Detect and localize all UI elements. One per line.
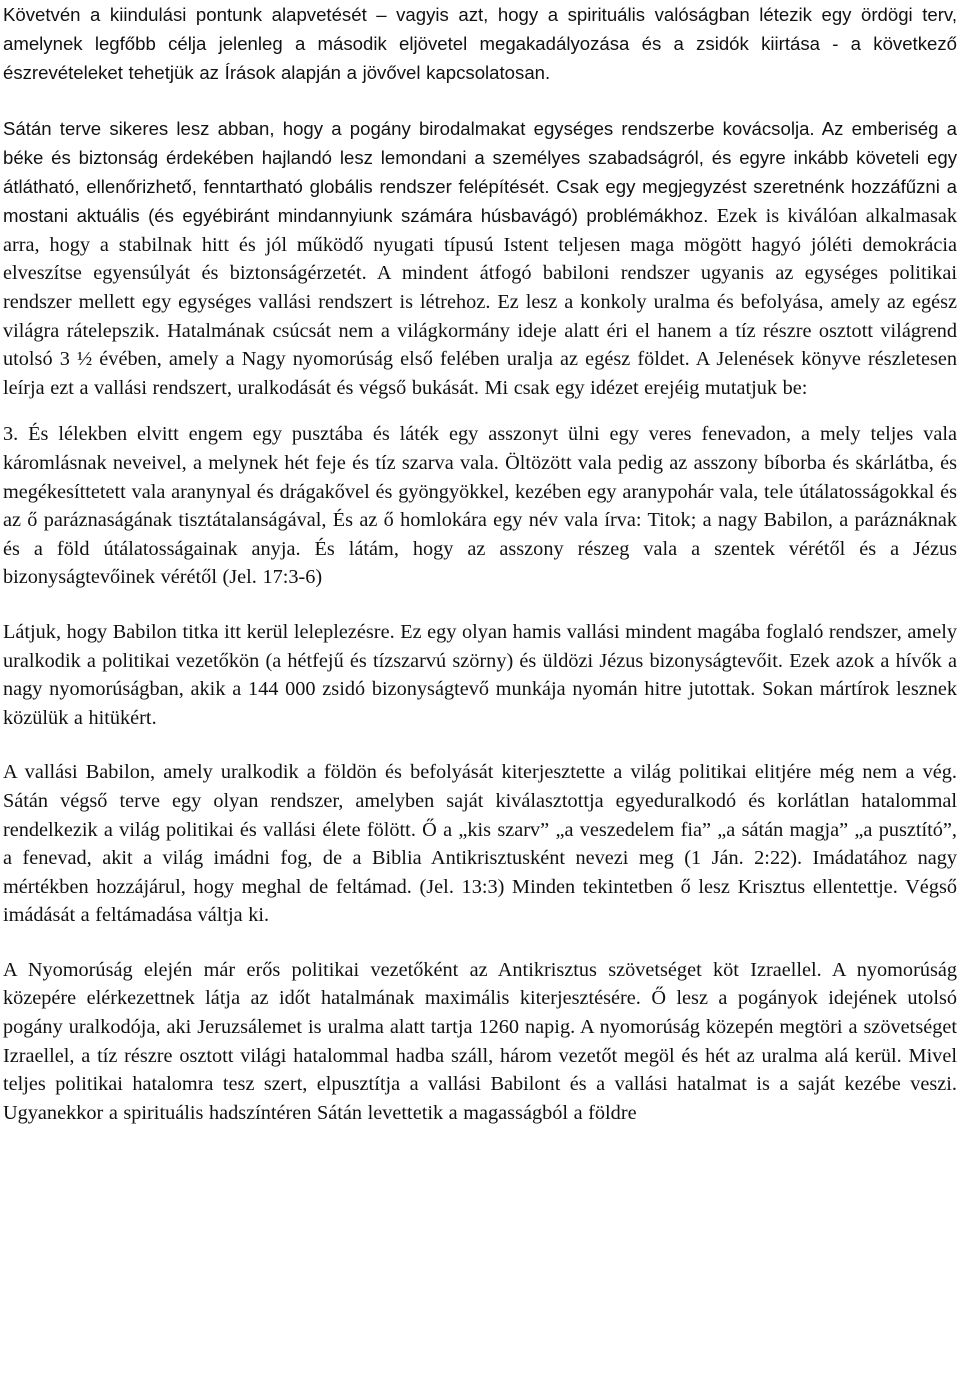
bible-quote: 3. És lélekben elvitt engem egy pusztába és láték egy asszonyt ülni egy veres fenevadon, a mely teljes vala káromlásnak neveivel, a melynek hét feje és tíz szarva vala. Öltözött vala pedig az asszony bíborba és skárlátba, és megékesíttetett vala aranynyal és drágakővel és gyöngyökkel, kezében egy aranypohár vala, tele útálatosságokkal és az ő paráznaságának tisztátalanságával, És az ő homlokára egy név vala írva: Titok; a nagy Babilon, a paráznáknak és a föld útálatosságainak anyja. És látám, hogy az asszony részeg vala a szentek vérétől és a Jézus bizonyságtevőinek vérétől (Jel. 17:3-6): [3, 423, 957, 589]
paragraph-satan-plan-sans-part: Sátán terve sikeres lesz abban, hogy a pogány birodalmakat egységes rendszerbe kovácsolja. Az emberiség a béke és biztonság érdekében hajlandó lesz lemondani a személyes szabadságról, és egyre inkább követeli egy átlátható, ellenőrizhető, fenntartható globális rendszer felépítését. Csak egy megjegyzést szeretnénk hozzáfűzni a mostani aktuális (és egyébiránt mindannyiunk számára húsbavágó) problémákhoz.: [3, 117, 957, 227]
spacer: [3, 402, 957, 420]
spacer: [3, 88, 957, 114]
paragraph-babylon-mystery: [3, 618, 957, 732]
document-page: [3, 0, 957, 1127]
paragraph-tribulation: A Nyomorúság elején már erős politikai vezetőként az Antikrisztus szövetséget köt Izraellel. A nyomorúság közepére elérkezettnek látja az időt hatalmának maximális kiterjesztésére. Ő lesz a pogányok idejének utolsó pogány uralkodója, aki Jeruzsálemet is uralma alatt tartja 1260 napig. A nyomorúság közepén megtöri a szövetséget Izraellel, a tíz részre osztott világi hatalommal hadba száll, három vezetőt megöl és hét az uralma alá kerül. Mivel teljes politikai hatalomra tesz szert, elpusztítja a vallási Babilont és a vallási hatalmat is a saját kezébe veszi. Ugyanekkor a spirituális hadszíntéren Sátán levettetik a magasságból a földre: [3, 958, 957, 1124]
spacer: [3, 930, 957, 956]
paragraph-antichrist: A vallási Babilon, amely uralkodik a földön és befolyását kiterjesztette a világ politikai elitjére még nem a vég. Sátán végső terve egy olyan rendszer, amelyben saját kiválasztottja egyeduralkodó és korlátlan hatalommal rendelkezik a világ politikai és vallási élete fölött. Ő a „kis szarv” „a veszedelem fia” „a sátán magja” „a pusztító”, a fenevad, akit a világ imádni fog, de a Biblia Antikrisztusként nevezi meg (1 Ján. 2:22). Imádatához nagy mértékben hozzájárul, hogy meghal de feltámad. (Jel. 13:3) Minden tekintetben ő lesz Krisztus ellentettje. Végső imádását a feltámadása váltja ki.: [3, 761, 957, 927]
paragraph-babylon-sentence-3: Ezek azok a hívők a nagy nyomorúságban, akik a 144 000 zsidó bizonyságtevő munkája nyomán hitre jutottak.: [3, 649, 957, 701]
paragraph-intro: Követvén a kiindulási pontunk alapvetését – vagyis azt, hogy a spirituális valóságban létezik egy ördögi terv, amelynek legfőbb célja jelenleg a második eljövetel megakadályozása és a zsidók kiirtása - a következő észrevételeket tehetjük az Írások alapján a jövővel kapcsolatosan.: [3, 4, 957, 84]
paragraph-satan-plan-serif-part: Ezek is kiválóan alkalmasak arra, hogy a stabilnak hitt és jól működő nyugati típusú Istent teljesen maga mögött hagyó jóléti demokrácia elveszítse egyensúlyát és biztonságérzetét. A mindent átfogó babiloni rendszer ugyanis az egységes politikai rendszer mellett egy egységes vallási rendszert is létrehoz. Ez lesz a konkoly uralma és befolyása, amely az egész világra rátelepszik. Hatalmának csúcsát nem a világkormány ideje alatt éri el hanem a tíz részre osztott világrend utolsó 3 ½ évében, amely a Nagy nyomorúság első felében uralja az egész földet. A Jelenések könyve részletesen leírja ezt a vallási rendszert, uralkodását és végső bukását. Mi csak egy idézet erejéig mutatjuk be:: [3, 205, 958, 399]
paragraph-babylon-sentence-1: Látjuk, hogy Babilon titka itt kerül leleplezésre.: [3, 620, 395, 643]
paragraph-babylon-sentence-2: Ez egy olyan hamis vallási mindent magába foglaló rendszer, amely uralkodik a politikai vezetőkön (a hétfejű és tízszarvú szörny) és üldözi Jézus bizonyságtevőit.: [3, 620, 957, 672]
spacer: [3, 592, 957, 618]
paragraph-babylon-sentence-4: Sokan mártírok lesznek közülük a hitükért.: [3, 678, 957, 729]
paragraph-satan-plan: [3, 114, 957, 403]
spacer: [3, 732, 957, 758]
